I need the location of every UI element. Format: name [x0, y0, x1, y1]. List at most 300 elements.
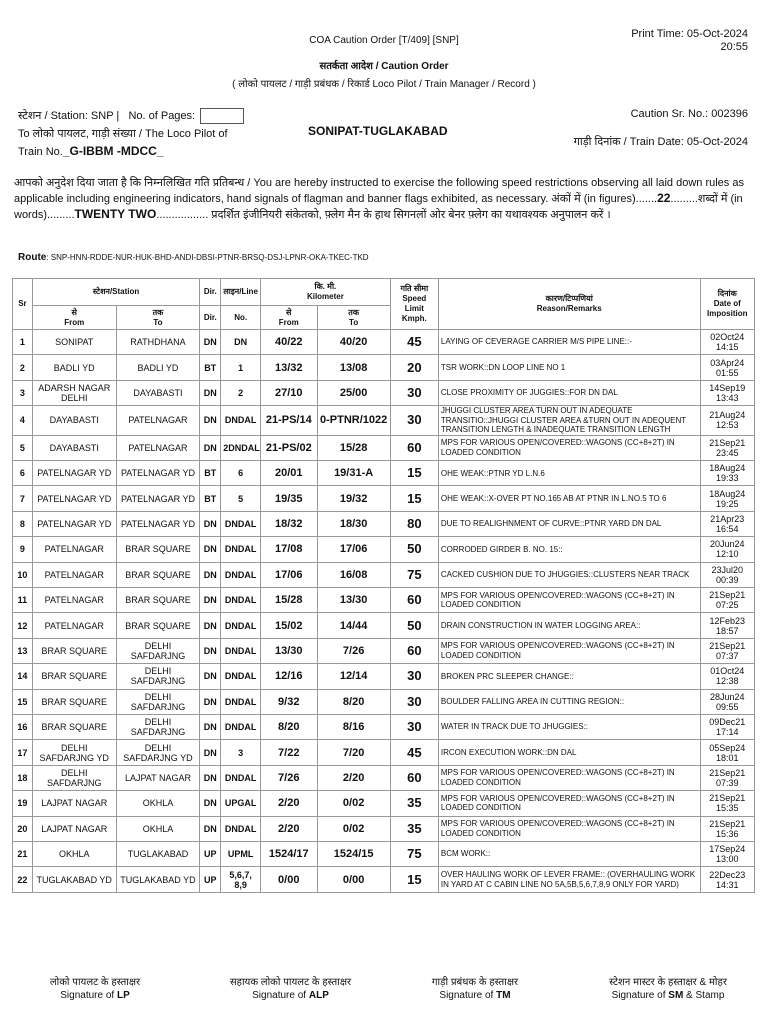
row-to: PATELNAGAR YD — [116, 461, 200, 486]
row-sr: 17 — [13, 740, 33, 765]
row-line: DNDAL — [221, 638, 261, 663]
row-km-from: 13/30 — [261, 638, 318, 663]
row-date-time: 01:55 — [715, 367, 739, 378]
row-line: 6 — [221, 461, 261, 486]
row-date-time: 07:39 — [715, 777, 739, 788]
table-row — [13, 330, 755, 355]
signature-alp — [208, 976, 373, 1002]
row-dir: DN — [200, 816, 221, 841]
header-km-from-en: From — [278, 317, 299, 327]
header-km-to — [317, 306, 390, 330]
header-dir: Dir. — [200, 279, 221, 306]
row-km-to: 12/14 — [317, 664, 390, 689]
row-from: PATELNAGAR YD — [32, 511, 116, 536]
row-km-from: 1524/17 — [261, 841, 318, 866]
table-row — [13, 765, 755, 790]
row-to: PATELNAGAR YD — [116, 511, 200, 536]
row-to: DELHI SAFDARJNG — [116, 689, 200, 714]
header-reason-hi: कारण/टिप्पणियां — [545, 294, 593, 303]
signature-sm-post: & Stamp — [683, 990, 725, 1001]
signature-tm-hi: गाड़ी प्रबंधक के हस्ताक्षर — [431, 977, 519, 988]
row-remarks: MPS FOR VARIOUS OPEN/COVERED::WAGONS (CC+8+2T) IN LOADED CONDITION — [438, 588, 700, 613]
row-line: 5,6,7, 8,9 — [221, 867, 261, 892]
loco-pilot-label: To लोको पायलट, गाड़ी संख्या / The Loco Pilot of — [18, 128, 228, 140]
row-date-time: 13:00 — [715, 854, 739, 865]
row-line: 2 — [221, 380, 261, 405]
table-row — [13, 486, 755, 511]
row-dir: DN — [200, 638, 221, 663]
row-dir: BT — [200, 461, 221, 486]
row-from: ADARSH NAGAR DELHI — [32, 380, 116, 405]
row-remarks: MPS FOR VARIOUS OPEN/COVERED::WAGONS (CC+8+2T) IN LOADED CONDITION — [438, 791, 700, 816]
row-to: TUGLAKABAD YD — [116, 867, 200, 892]
row-sr: 19 — [13, 791, 33, 816]
header-station: स्टेशन/Station — [32, 279, 199, 306]
row-dir: DN — [200, 740, 221, 765]
row-km-to: 8/16 — [317, 714, 390, 739]
row-speed: 60 — [390, 588, 438, 613]
row-date-day: 21Apr23 — [710, 514, 745, 525]
row-from: BRAR SQUARE — [32, 689, 116, 714]
header-sr: Sr — [13, 279, 33, 330]
header-to-hi: तक — [152, 307, 164, 317]
row-sr: 3 — [13, 380, 33, 405]
instruction-text-2: .........शब्दों में (in words)......... — [14, 193, 743, 221]
row-km-from: 13/32 — [261, 355, 318, 380]
row-line: UPGAL — [221, 791, 261, 816]
signature-sm-pre: Signature of — [611, 990, 669, 1001]
row-date — [700, 486, 754, 511]
header-from — [32, 306, 116, 330]
table-row — [13, 867, 755, 892]
row-date-day: 20Jun24 — [709, 539, 745, 550]
row-km-from: 18/32 — [261, 511, 318, 536]
row-to: BRAR SQUARE — [116, 588, 200, 613]
row-km-from: 17/08 — [261, 537, 318, 562]
pages-input[interactable] — [200, 108, 244, 124]
row-sr: 2 — [13, 355, 33, 380]
row-date — [700, 355, 754, 380]
table-row — [13, 588, 755, 613]
row-speed: 60 — [390, 638, 438, 663]
row-km-from: 12/16 — [261, 664, 318, 689]
row-speed: 30 — [390, 714, 438, 739]
row-date-day: 21Sep21 — [709, 818, 746, 829]
row-km-to: 17/06 — [317, 537, 390, 562]
table-row — [13, 435, 755, 460]
row-date-day: 03Apr24 — [710, 357, 745, 368]
row-km-from: 19/35 — [261, 486, 318, 511]
row-date — [700, 816, 754, 841]
row-km-from: 20/01 — [261, 461, 318, 486]
loco-pilot-line — [18, 126, 228, 161]
row-speed: 30 — [390, 689, 438, 714]
row-date-day: 21Aug24 — [709, 410, 746, 421]
header-reason — [438, 279, 700, 330]
table-row — [13, 562, 755, 587]
instruction-text-1: आपको अनुदेश दिया जाता है कि निम्नलिखित गति प्रतिबन्ध / You are hereby instructed to exercise the following speed restrictions observing all laid down rules as applicable including engineering indicators, hand signals of flagman and banner flags exhibited, as necessary. अंकों में (in figures)....... — [14, 177, 744, 205]
row-date-time: 14:31 — [715, 879, 739, 890]
row-remarks: IRCON EXECUTION WORK::DN DAL — [438, 740, 700, 765]
row-remarks: CACKED CUSHION DUE TO JHUGGIES::CLUSTERS NEAR TRACK — [438, 562, 700, 587]
row-dir: DN — [200, 562, 221, 587]
row-to: DELHI SAFDARJNG — [116, 664, 200, 689]
row-remarks: MPS FOR VARIOUS OPEN/COVERED::WAGONS (CC+8+2T) IN LOADED CONDITION — [438, 816, 700, 841]
table-row — [13, 355, 755, 380]
row-sr: 10 — [13, 562, 33, 587]
train-date: गाड़ी दिनांक / Train Date: 05-Oct-2024 — [573, 136, 748, 148]
row-dir: BT — [200, 486, 221, 511]
row-km-from: 2/20 — [261, 816, 318, 841]
row-km-from: 21-PS/14 — [261, 406, 318, 436]
row-remarks: OHE WEAK::PTNR YD L.N.6 — [438, 461, 700, 486]
header-date-en2: Imposition — [707, 309, 748, 318]
row-date — [700, 461, 754, 486]
table-row — [13, 638, 755, 663]
route-line — [18, 252, 369, 263]
row-dir: DN — [200, 511, 221, 536]
row-speed: 60 — [390, 435, 438, 460]
row-dir: BT — [200, 355, 221, 380]
row-km-from: 40/22 — [261, 330, 318, 355]
row-date-day: 05Sep24 — [709, 742, 746, 753]
row-speed: 45 — [390, 740, 438, 765]
row-speed: 30 — [390, 380, 438, 405]
row-date-time: 00:39 — [715, 574, 739, 585]
signature-lp-pre: Signature of — [60, 990, 117, 1001]
header-from-hi: से — [71, 307, 77, 317]
row-sr: 13 — [13, 638, 33, 663]
row-date-time: 12:10 — [715, 549, 739, 560]
row-km-from: 2/20 — [261, 791, 318, 816]
row-speed: 35 — [390, 816, 438, 841]
row-date-day: 21Sep21 — [709, 793, 746, 804]
row-dir: DN — [200, 714, 221, 739]
row-from: BADLI YD — [32, 355, 116, 380]
row-line: 2DNDAL — [221, 435, 261, 460]
row-remarks: LAYING OF CEVERAGE CARRIER M/S PIPE LINE::- — [438, 330, 700, 355]
table-row — [13, 461, 755, 486]
row-speed: 20 — [390, 355, 438, 380]
row-date — [700, 330, 754, 355]
row-sr: 12 — [13, 613, 33, 638]
header-line-no: No. — [221, 306, 261, 330]
row-dir: DN — [200, 406, 221, 436]
signature-lp-hi: लोको पायलट के हस्ताक्षर — [49, 977, 141, 988]
row-to: PATELNAGAR YD — [116, 486, 200, 511]
row-date — [700, 664, 754, 689]
row-sr: 16 — [13, 714, 33, 739]
row-from: SONIPAT — [32, 330, 116, 355]
row-remarks: OVER HAULING WORK OF LEVER FRAME:: (OVERHAULING WORK IN YARD AT C CABIN LINE NO 5A,5B,5,6,7,8,9 ONLY FOR YARD) — [438, 867, 700, 892]
signature-lp — [30, 976, 160, 1002]
row-km-from: 7/22 — [261, 740, 318, 765]
row-line: DNDAL — [221, 765, 261, 790]
row-sr: 21 — [13, 841, 33, 866]
row-line: DNDAL — [221, 406, 261, 436]
row-date — [700, 740, 754, 765]
table-row — [13, 791, 755, 816]
row-line: DNDAL — [221, 588, 261, 613]
row-dir: DN — [200, 791, 221, 816]
header-speed-unit: Kmph. — [401, 314, 427, 323]
table-row — [13, 689, 755, 714]
row-remarks: DUE TO REALIGHNMENT OF CURVE::PTNR YARD DN DAL — [438, 511, 700, 536]
row-km-to: 7/20 — [317, 740, 390, 765]
row-speed: 45 — [390, 330, 438, 355]
row-km-to: 13/08 — [317, 355, 390, 380]
row-remarks: WATER IN TRACK DUE TO JHUGGIES:: — [438, 714, 700, 739]
row-date-day: 21Sep21 — [709, 437, 746, 448]
row-km-to: 0/02 — [317, 791, 390, 816]
row-to: DAYABASTI — [116, 380, 200, 405]
header-speed-hi: गति सीमा — [400, 284, 429, 293]
row-to: OKHLA — [116, 791, 200, 816]
signature-tm-pre: Signature of — [439, 990, 497, 1001]
row-remarks: MPS FOR VARIOUS OPEN/COVERED::WAGONS (CC+8+2T) IN LOADED CONDITION — [438, 435, 700, 460]
row-remarks: MPS FOR VARIOUS OPEN/COVERED::WAGONS (CC+8+2T) IN LOADED CONDITION — [438, 765, 700, 790]
row-from: LAJPAT NAGAR — [32, 816, 116, 841]
row-remarks: CLOSE PROXIMITY OF JUGGIES::FOR DN DAL — [438, 380, 700, 405]
row-date-time: 18:01 — [715, 752, 739, 763]
row-km-to: 16/08 — [317, 562, 390, 587]
row-km-from: 17/06 — [261, 562, 318, 587]
row-dir: DN — [200, 588, 221, 613]
row-from: PATELNAGAR YD — [32, 461, 116, 486]
row-speed: 80 — [390, 511, 438, 536]
signature-alp-pre: Signature of — [252, 990, 309, 1001]
row-remarks: MPS FOR VARIOUS OPEN/COVERED::WAGONS (CC+8+2T) IN LOADED CONDITION — [438, 638, 700, 663]
row-date-time: 12:38 — [715, 676, 739, 687]
row-date — [700, 613, 754, 638]
row-speed: 50 — [390, 613, 438, 638]
row-km-to: 18/30 — [317, 511, 390, 536]
row-date-time: 19:33 — [715, 473, 739, 484]
header-from-en: From — [64, 317, 85, 327]
station-line — [18, 108, 244, 124]
row-sr: 8 — [13, 511, 33, 536]
row-date — [700, 380, 754, 405]
row-km-from: 9/32 — [261, 689, 318, 714]
table-row — [13, 740, 755, 765]
row-speed: 15 — [390, 461, 438, 486]
row-date — [700, 867, 754, 892]
row-line: 3 — [221, 740, 261, 765]
row-date-time: 23:45 — [715, 447, 739, 458]
row-sr: 11 — [13, 588, 33, 613]
row-sr: 18 — [13, 765, 33, 790]
train-no-label: Train No. — [18, 146, 63, 158]
row-date-time: 19:25 — [715, 498, 739, 509]
row-date-day: 23Jul20 — [711, 564, 744, 575]
row-to: BRAR SQUARE — [116, 537, 200, 562]
row-line: DNDAL — [221, 689, 261, 714]
row-remarks: JHUGGI CLUSTER AREA TURN OUT IN ADEQUATE TRANSITIO::JHUGGI CLUSTER AREA &TURN OUT IN ADEQUENT TRANSITION LENGTH & INADEQUATE TRANSITION LENGTH — [438, 406, 700, 436]
header-reason-en: Reason/Remarks — [536, 304, 602, 313]
header-km-to-en: To — [349, 317, 359, 327]
header-line: लाइन/Line — [221, 279, 261, 306]
header-km-from — [261, 306, 318, 330]
row-speed: 50 — [390, 537, 438, 562]
row-dir: UP — [200, 867, 221, 892]
row-date — [700, 765, 754, 790]
row-line: 5 — [221, 486, 261, 511]
row-speed: 30 — [390, 664, 438, 689]
signature-sm-role: SM — [668, 990, 684, 1001]
row-from: PATELNAGAR — [32, 562, 116, 587]
row-date — [700, 638, 754, 663]
row-date-day: 18Aug24 — [709, 463, 746, 474]
table-row — [13, 406, 755, 436]
row-date — [700, 791, 754, 816]
caution-order-heading: सतर्कता आदेश / Caution Order — [319, 61, 449, 72]
row-date-time: 14:15 — [715, 342, 739, 353]
order-title: COA Caution Order [T/409] [SNP] — [309, 35, 459, 46]
row-km-from: 21-PS/02 — [261, 435, 318, 460]
row-from: DAYABASTI — [32, 406, 116, 436]
row-sr: 5 — [13, 435, 33, 460]
row-from: BRAR SQUARE — [32, 664, 116, 689]
row-dir: DN — [200, 537, 221, 562]
row-line: DNDAL — [221, 613, 261, 638]
row-speed: 30 — [390, 406, 438, 436]
header-date-hi: दिनांक — [717, 289, 737, 298]
row-line: DNDAL — [221, 664, 261, 689]
row-km-to: 0-PTNR/1022 — [317, 406, 390, 436]
row-to: TUGLAKABAD — [116, 841, 200, 866]
header-km-hi: कि. मी. — [314, 282, 337, 291]
row-sr: 15 — [13, 689, 33, 714]
table-row — [13, 511, 755, 536]
row-to: RATHDHANA — [116, 330, 200, 355]
row-km-from: 15/02 — [261, 613, 318, 638]
row-date — [700, 562, 754, 587]
row-date-day: 12Feb23 — [709, 615, 746, 626]
row-from: DAYABASTI — [32, 435, 116, 460]
row-speed: 60 — [390, 765, 438, 790]
row-from: PATELNAGAR — [32, 613, 116, 638]
row-km-from: 7/26 — [261, 765, 318, 790]
count-words: TWENTY TWO — [74, 207, 157, 221]
row-km-to: 19/31-A — [317, 461, 390, 486]
row-km-from: 0/00 — [261, 867, 318, 892]
row-date — [700, 537, 754, 562]
caution-table — [12, 278, 755, 893]
row-sr: 9 — [13, 537, 33, 562]
pages-label: No. of Pages: — [128, 110, 196, 122]
row-to: PATELNAGAR — [116, 435, 200, 460]
signature-tm-role: TM — [496, 990, 511, 1001]
row-speed: 15 — [390, 867, 438, 892]
row-line: DNDAL — [221, 537, 261, 562]
instruction-text-3: ................. प्रदर्शित इंजीनियरी संकेतको, फ़्लेग मैन के हाथ सिगनलों ओर बेनर फ़्लेग का यथावश्यक अनुपालन करें । — [156, 209, 611, 221]
row-date-time: 12:53 — [715, 420, 739, 431]
row-to: DELHI SAFDARJNG YD — [116, 740, 200, 765]
row-to: BRAR SQUARE — [116, 562, 200, 587]
row-dir: DN — [200, 330, 221, 355]
row-date-time: 09:55 — [715, 701, 739, 712]
header-speed-en: Speed Limit — [402, 294, 427, 313]
count-figures: 22 — [657, 191, 671, 205]
row-remarks: BROKEN PRC SLEEPER CHANGE:: — [438, 664, 700, 689]
row-date-time: 15:36 — [715, 828, 739, 839]
row-km-to: 14/44 — [317, 613, 390, 638]
row-speed: 75 — [390, 562, 438, 587]
table-row — [13, 380, 755, 405]
row-line: UPML — [221, 841, 261, 866]
row-date-time: 07:37 — [715, 650, 739, 661]
row-line: DNDAL — [221, 562, 261, 587]
row-dir: UP — [200, 841, 221, 866]
row-date — [700, 588, 754, 613]
row-date — [700, 511, 754, 536]
row-to: LAJPAT NAGAR — [116, 765, 200, 790]
row-dir: DN — [200, 689, 221, 714]
row-km-to: 0/00 — [317, 867, 390, 892]
row-date-day: 17Sep24 — [709, 844, 746, 855]
row-from: PATELNAGAR YD — [32, 486, 116, 511]
table-row — [13, 664, 755, 689]
row-from: BRAR SQUARE — [32, 714, 116, 739]
row-dir: DN — [200, 664, 221, 689]
row-date-time: 07:25 — [715, 600, 739, 611]
signature-lp-role: LP — [116, 990, 130, 1001]
row-to: OKHLA — [116, 816, 200, 841]
row-speed: 75 — [390, 841, 438, 866]
row-km-from: 27/10 — [261, 380, 318, 405]
row-km-to: 1524/15 — [317, 841, 390, 866]
row-from: PATELNAGAR — [32, 537, 116, 562]
row-date-day: 02Oct24 — [710, 332, 745, 343]
row-date-day: 09Dec21 — [709, 717, 746, 728]
caution-table-body — [13, 330, 755, 893]
row-date-time: 18:57 — [715, 625, 739, 636]
row-date-time: 13:43 — [715, 392, 739, 403]
row-remarks: DRAIN CONSTRUCTION IN WATER LOGGING AREA:: — [438, 613, 700, 638]
row-date-day: 22Dec23 — [709, 869, 746, 880]
table-row — [13, 613, 755, 638]
row-date-day: 28Jun24 — [709, 691, 745, 702]
row-line: DNDAL — [221, 511, 261, 536]
row-km-to: 25/00 — [317, 380, 390, 405]
row-date — [700, 689, 754, 714]
signature-tm — [410, 976, 540, 1002]
print-time-label: Print Time: 05-Oct-2024 — [631, 28, 748, 40]
row-sr: 1 — [13, 330, 33, 355]
row-km-from: 15/28 — [261, 588, 318, 613]
row-from: OKHLA — [32, 841, 116, 866]
row-sr: 14 — [13, 664, 33, 689]
row-sr: 4 — [13, 406, 33, 436]
row-km-to: 7/26 — [317, 638, 390, 663]
print-time-value: 20:55 — [720, 41, 748, 53]
row-sr: 20 — [13, 816, 33, 841]
row-date — [700, 435, 754, 460]
header-km-from-hi: से — [286, 307, 292, 317]
train-no-value: _G-IBBM -MDCC_ — [62, 144, 164, 158]
row-remarks: TSR WORK::DN LOOP LINE NO 1 — [438, 355, 700, 380]
signature-alp-hi: सहायक लोको पायलट के हस्ताक्षर — [229, 977, 352, 988]
row-line: DNDAL — [221, 816, 261, 841]
row-to: DELHI SAFDARJNG — [116, 638, 200, 663]
row-km-to: 2/20 — [317, 765, 390, 790]
row-remarks: CORRODED GIRDER B. NO. 15:: — [438, 537, 700, 562]
table-row — [13, 816, 755, 841]
row-date-day: 01Oct24 — [710, 666, 745, 677]
row-speed: 15 — [390, 486, 438, 511]
row-to: BADLI YD — [116, 355, 200, 380]
row-date — [700, 841, 754, 866]
